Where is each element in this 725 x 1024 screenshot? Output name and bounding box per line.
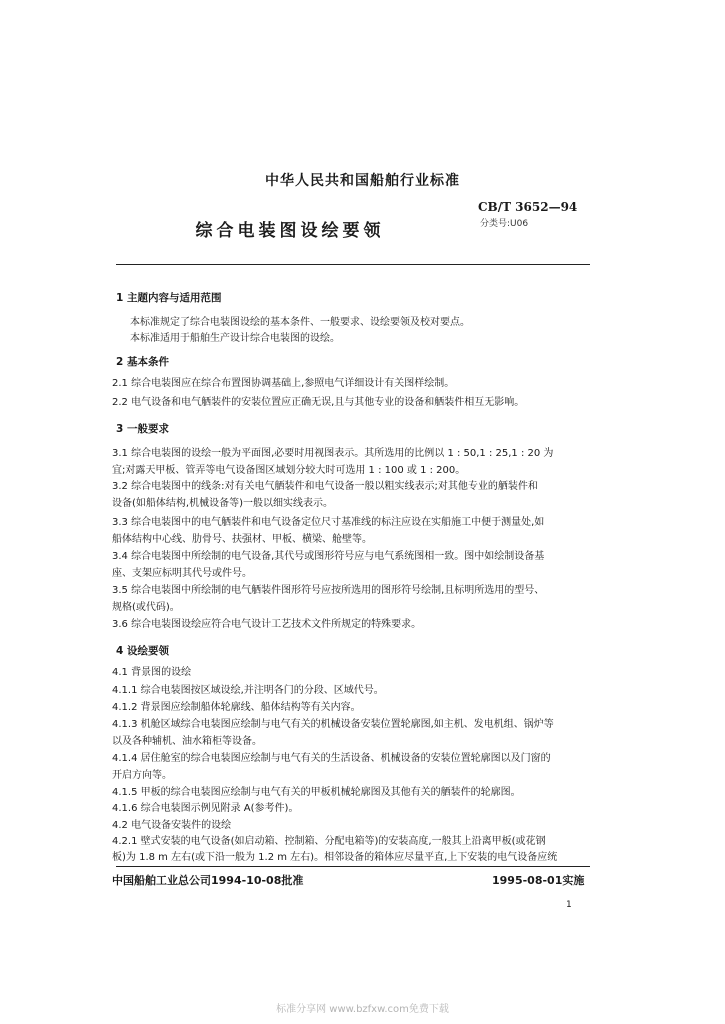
subsection-4-1-heading: 4.1 背景图的设绘 <box>112 667 192 678</box>
clause-line: 3.2 综合电装图中的线条:对有关电气舾装件和电气设备一般以粗实线表示;对其他专业的舾装件和 <box>112 481 538 492</box>
clause-line: 3.3 综合电装图中的电气舾装件和电气设备定位尺寸基准线的标注应设在实船施工中便于测量处,如 <box>112 517 545 528</box>
clause-line: 4.1.3 机舱区域综合电装图应绘制与电气有关的机械设备安装位置轮廓图,如主机、发电机组、锅炉等 <box>112 719 554 730</box>
clause-line: 规格(或代码)。 <box>112 602 180 613</box>
clause-line: 板)为 1.8 m 左右(或下沿一般为 1.2 m 左右)。相邻设备的箱体应尽量平直,上下安装的电气设备应统 <box>112 852 558 863</box>
clause-line: 以及各种辅机、油水箱柜等设备。 <box>112 736 262 747</box>
standard-code: CB/T 3652—94 <box>478 200 578 214</box>
watermark: 标准分享网 www.bzfxw.com免费下载 <box>276 1004 449 1015</box>
clause-line: 开启方向等。 <box>112 770 172 781</box>
clause-2-1: 2.1 综合电装图应在综合布置图协调基础上,参照电气详细设计有关图样绘制。 <box>112 378 455 389</box>
clause-line: 4.1.2 背景图应绘制船体轮廓线、船体结构等有关内容。 <box>112 702 361 713</box>
page-number: 1 <box>566 900 572 910</box>
classification-number: 分类号:U06 <box>480 219 529 229</box>
section-1-heading: 1 主题内容与适用范围 <box>116 292 222 304</box>
subsection-4-2-heading: 4.2 电气设备安装件的设绘 <box>112 820 232 831</box>
clause-line: 3.4 综合电装图中所绘制的电气设备,其代号或图形符号应与电气系统图相一致。图中如绘制设备基 <box>112 551 545 562</box>
clause-line: 船体结构中心线、肋骨号、扶强材、甲板、横梁、舱壁等。 <box>112 534 372 545</box>
clause-line: 4.1.1 综合电装图按区域设绘,并注明各门的分段、区域代号。 <box>112 685 384 696</box>
implementation-date: 1995-08-01实施 <box>492 874 585 887</box>
section-2-heading: 2 基本条件 <box>116 356 169 368</box>
section-4-heading: 4 设绘要领 <box>116 645 169 657</box>
clause-2-2: 2.2 电气设备和电气舾装件的安装位置应正确无误,且与其他专业的设备和舾装件相互无影响。 <box>112 397 525 408</box>
clause-line: 宜;对露天甲板、管弄等电气设备图区域划分较大时可选用 1 : 100 或 1 : 200。 <box>112 465 466 476</box>
clause-line: 3.1 综合电装图的设绘一般为平面图,必要时用视图表示。其所选用的比例以 1 : 50,1 : 25,1 : 20 为 <box>112 448 554 459</box>
clause-line: 3.5 综合电装图中所绘制的电气舾装件图形符号应按所选用的图形符号绘制,且标明所选用的型号、 <box>112 585 545 596</box>
clause-line: 4.1.6 综合电装图示例见附录 A(参考件)。 <box>112 803 299 814</box>
issuing-organization: 中华人民共和国船舶行业标准 <box>265 173 460 189</box>
approval-date: 中国船舶工业总公司1994-10-08批准 <box>112 874 304 887</box>
clause-line: 设备(如船体结构,机械设备等)一般以细实线表示。 <box>112 498 333 509</box>
header-divider <box>116 264 590 265</box>
document-title: 综合电装图设绘要领 <box>195 221 385 241</box>
section-3-heading: 3 一般要求 <box>116 423 169 435</box>
clause-line: 4.1.5 甲板的综合电装图应绘制与电气有关的甲板机械轮廓图及其他有关的舾装件的轮廓图。 <box>112 787 521 798</box>
section-1-paragraph: 本标准规定了综合电装图设绘的基本条件、一般要求、设绘要领及校对要点。 <box>130 317 470 328</box>
clause-line: 4.1.4 居住舱室的综合电装图应绘制与电气有关的生活设备、机械设备的安装位置轮廓图以及门窗的 <box>112 753 551 764</box>
clause-line: 4.2.1 壁式安装的电气设备(如启动箱、控制箱、分配电箱等)的安装高度,一般其上沿离甲板(或花钢 <box>112 836 546 847</box>
clause-line: 座、支架应标明其代号或件号。 <box>112 568 252 579</box>
footer-divider <box>116 866 590 867</box>
section-1-paragraph: 本标准适用于船舶生产设计综合电装图的设绘。 <box>130 333 340 344</box>
clause-line: 3.6 综合电装图设绘应符合电气设计工艺技术文件所规定的特殊要求。 <box>112 619 422 630</box>
